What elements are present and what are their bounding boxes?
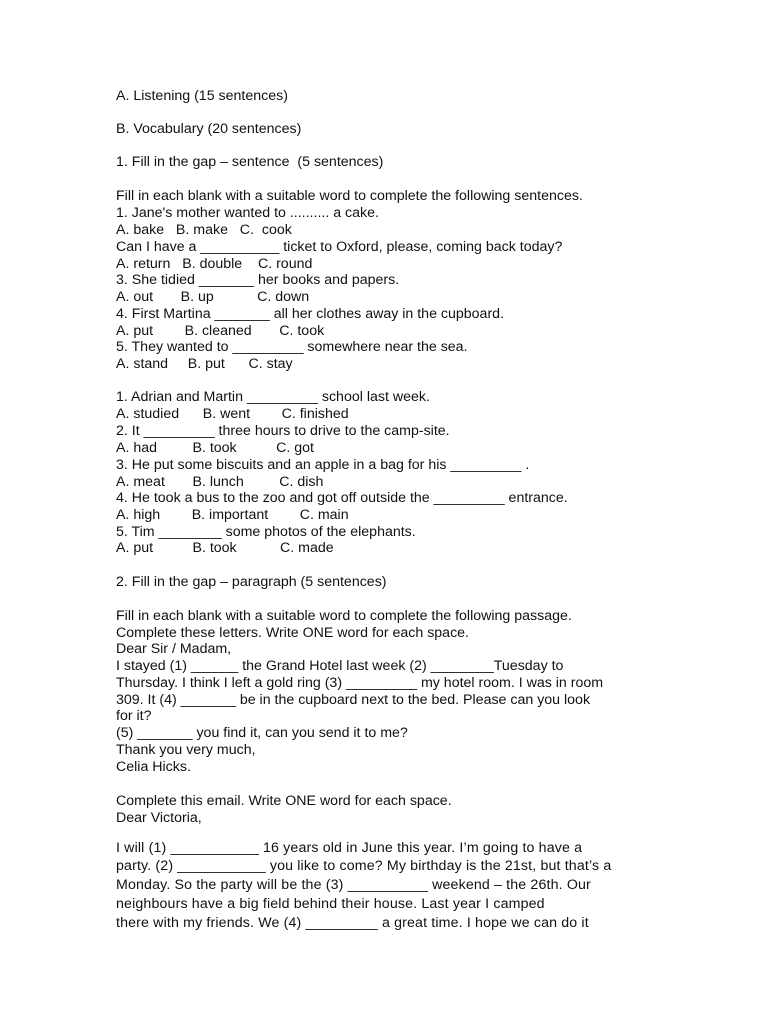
set1-line: A. out B. up C. down xyxy=(116,289,310,305)
set2-line: A. meat B. lunch C. dish xyxy=(116,474,324,490)
set1-line: 4. First Martina _______ all her clothes away in the cupboard. xyxy=(116,306,505,322)
set1-instruction: Fill in each blank with a suitable word to complete the following sentences. xyxy=(116,188,583,204)
set1-line: 5. They wanted to _________ somewhere near the sea. xyxy=(116,339,468,355)
passage2-body-line: Monday. So the party will be the (3) __________ weekend – the 26th. Our xyxy=(116,877,591,893)
heading-listening: A. Listening (15 sentences) xyxy=(116,88,288,104)
set2-line: A. had B. took C. got xyxy=(116,440,314,456)
passage2-body-line: there with my friends. We (4) _________ a great time. I hope we can do it xyxy=(116,915,589,931)
passage1-line: Thank you very much, xyxy=(116,742,256,758)
passage2-body-line: neighbours have a big field behind their house. Last year I camped xyxy=(116,896,545,912)
passage1-line: Complete these letters. Write ONE word for each space. xyxy=(116,625,469,641)
passage1-line: Thursday. I think I left a gold ring (3) _________ my hotel room. I was in room xyxy=(116,675,604,691)
set2-line: 3. He put some biscuits and an apple in a bag for his _________ . xyxy=(116,457,530,473)
set2-line: A. high B. important C. main xyxy=(116,507,349,523)
passage1-line: Dear Sir / Madam, xyxy=(116,641,232,657)
set2-line: 2. It _________ three hours to drive to the camp-site. xyxy=(116,423,450,439)
set1-line: A. return B. double C. round xyxy=(116,256,313,272)
passage1-line: for it? xyxy=(116,708,152,724)
heading-fill-paragraph: 2. Fill in the gap – paragraph (5 sentences) xyxy=(116,574,387,590)
passage1-line: I stayed (1) ______ the Grand Hotel last week (2) ________Tuesday to xyxy=(116,658,564,674)
passage1-instruction: Fill in each blank with a suitable word to complete the following passage. xyxy=(116,608,572,624)
set2-line: 4. He took a bus to the zoo and got off outside the _________ entrance. xyxy=(116,490,568,506)
set2-line: 1. Adrian and Martin _________ school last week. xyxy=(116,389,430,405)
set2-line: A. put B. took C. made xyxy=(116,540,334,556)
set1-line: A. stand B. put C. stay xyxy=(116,356,293,372)
set1-line: 3. She tidied _______ her books and papers. xyxy=(116,272,400,288)
passage2-greeting: Dear Victoria, xyxy=(116,810,202,826)
heading-fill-sentence: 1. Fill in the gap – sentence (5 sentences) xyxy=(116,154,384,170)
passage2-instruction: Complete this email. Write ONE word for each space. xyxy=(116,793,452,809)
set2-line: 5. Tim ________ some photos of the elephants. xyxy=(116,524,416,540)
passage1-line: (5) _______ you find it, can you send it to me? xyxy=(116,725,408,741)
set1-line: A. put B. cleaned C. took xyxy=(116,323,325,339)
set1-line: Can I have a __________ ticket to Oxford, please, coming back today? xyxy=(116,239,563,255)
passage1-line: 309. It (4) _______ be in the cupboard next to the bed. Please can you look xyxy=(116,692,591,708)
set1-line: 1. Jane's mother wanted to .......... a cake. xyxy=(116,205,379,221)
passage1-signature: Celia Hicks. xyxy=(116,759,191,775)
set2-line: A. studied B. went C. finished xyxy=(116,406,349,422)
passage2-body-line: party. (2) ___________ you like to come? My birthday is the 21st, but that’s a xyxy=(116,858,612,874)
heading-vocabulary: B. Vocabulary (20 sentences) xyxy=(116,121,302,137)
passage2-body-line: I will (1) ___________ 16 years old in June this year. I’m going to have a xyxy=(116,840,583,856)
set1-line: A. bake B. make C. cook xyxy=(116,222,292,238)
